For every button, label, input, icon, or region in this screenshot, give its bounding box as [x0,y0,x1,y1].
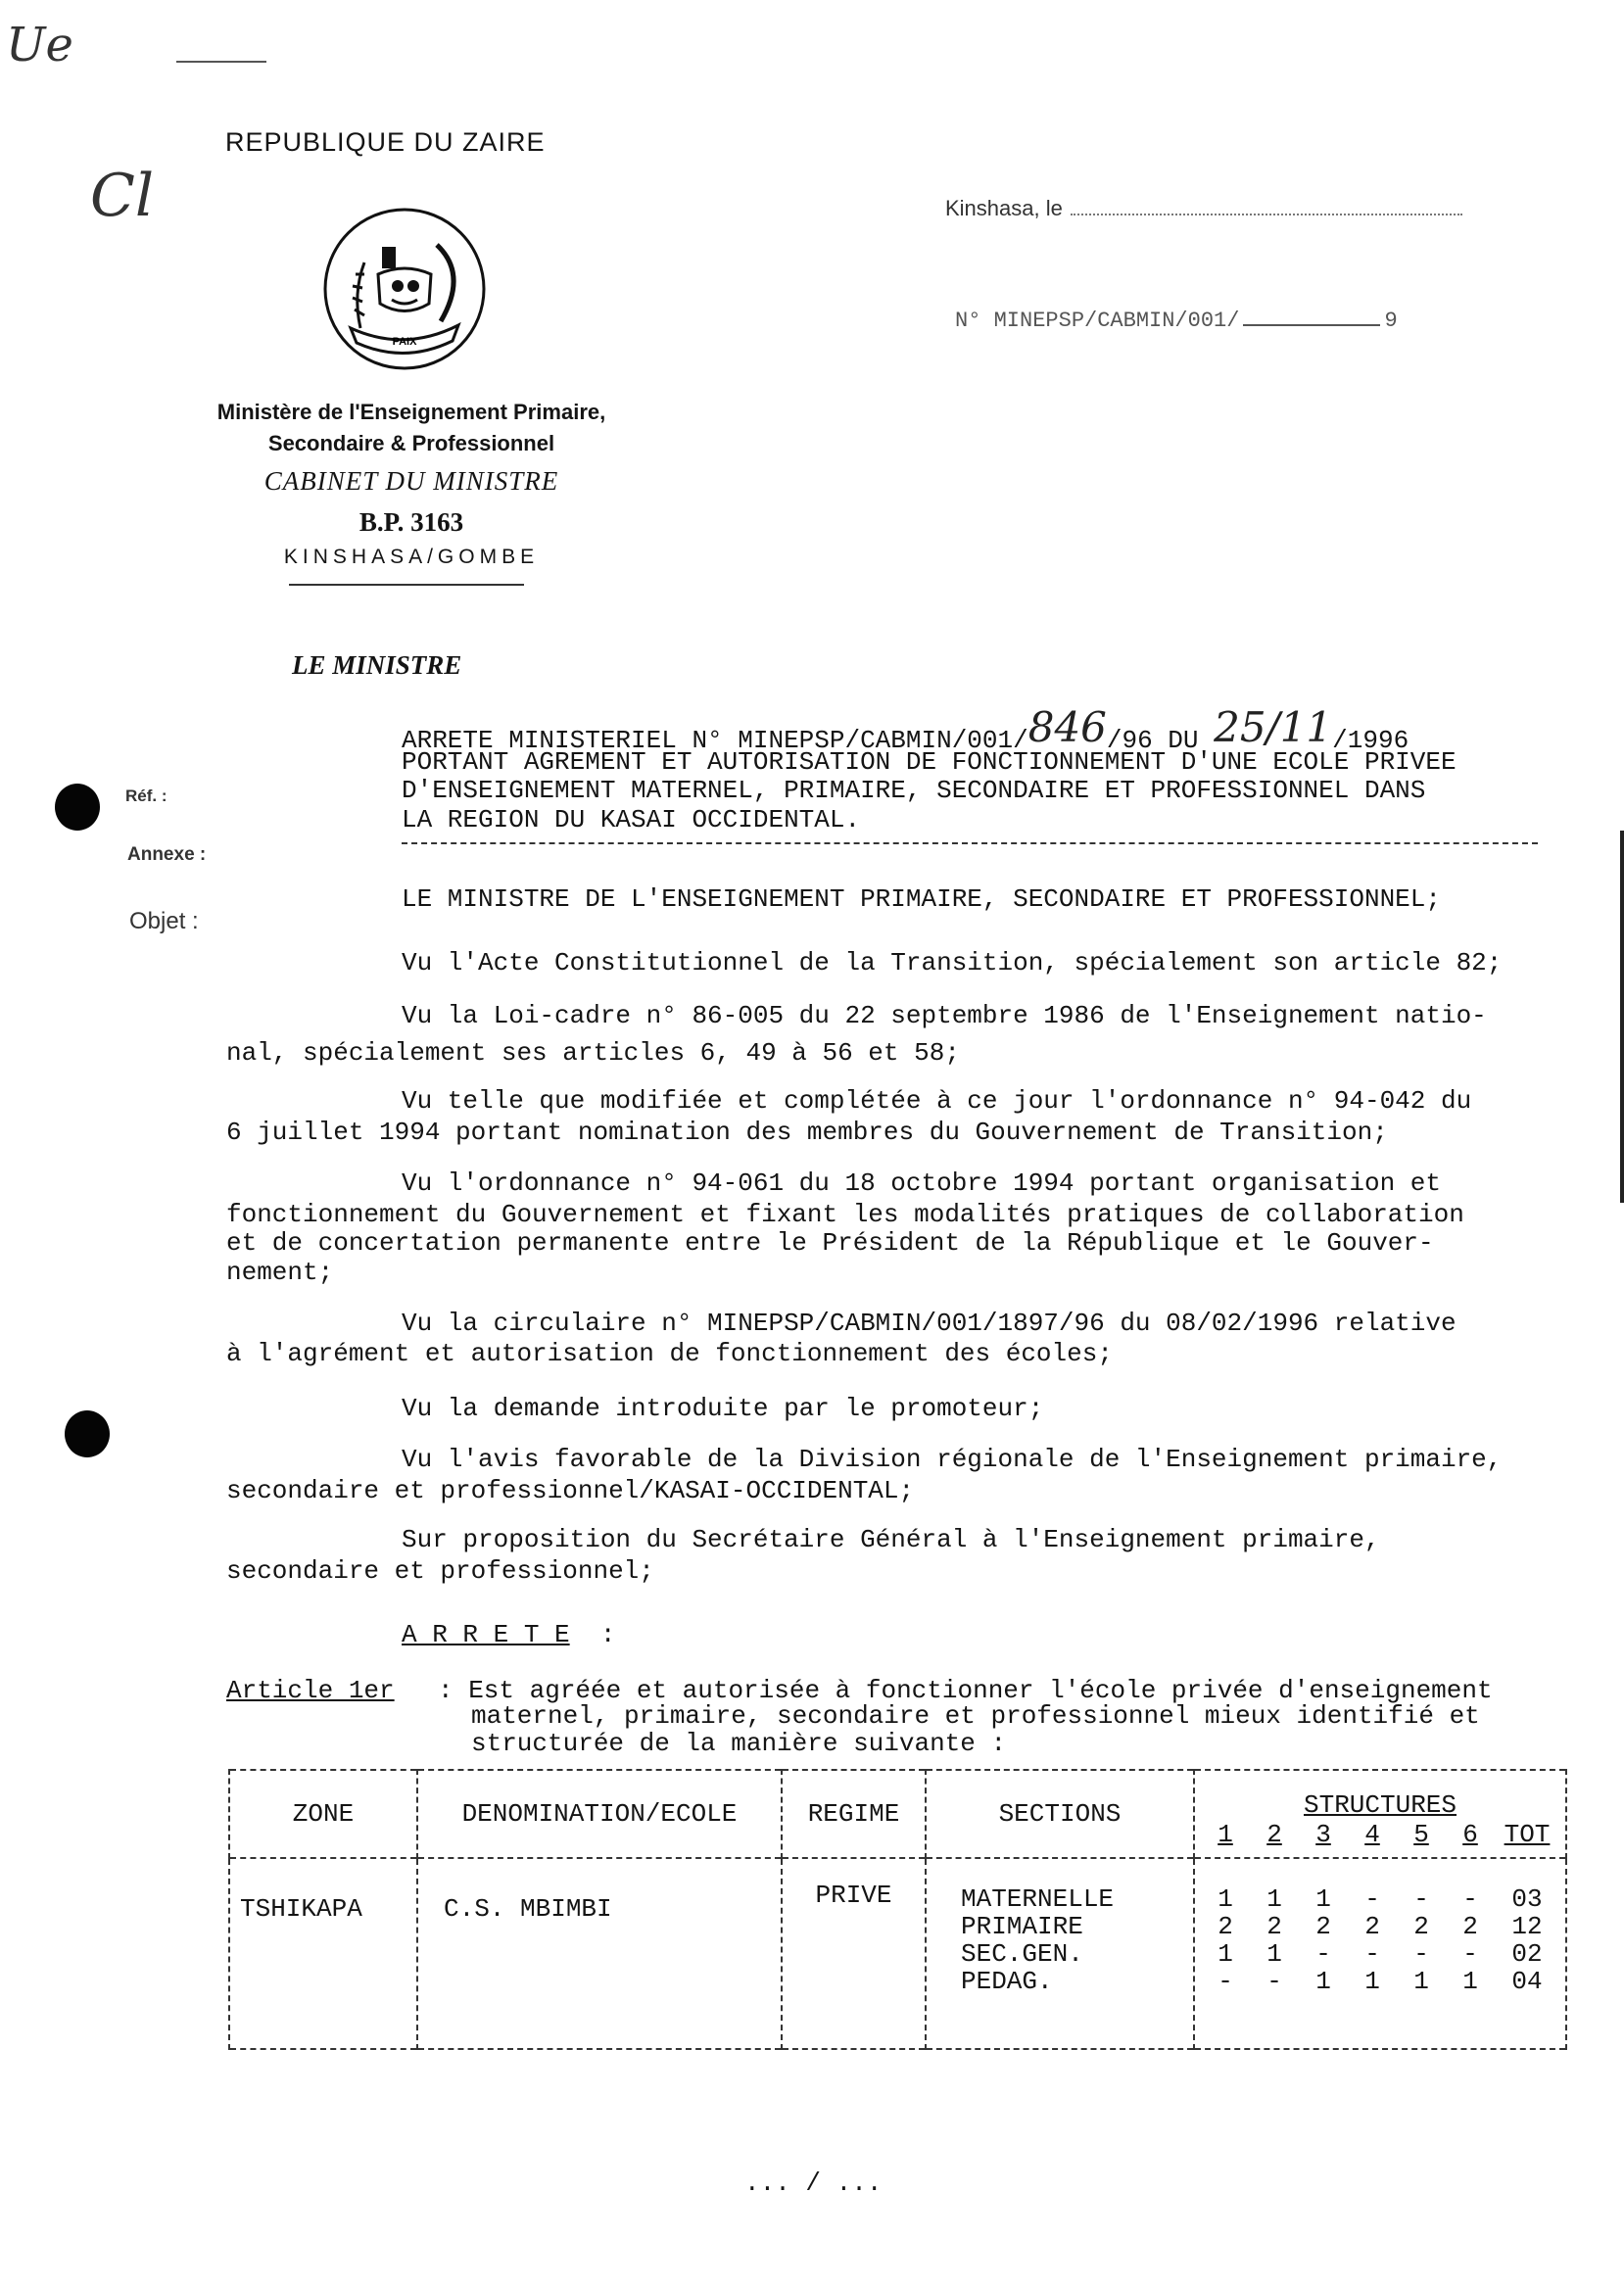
considerant-6: Vu la demande introduite par le promoteur; [402,1394,1044,1423]
reference-suffix: 9 [1384,309,1398,333]
date-blank [1071,214,1462,215]
ministry-name [137,397,686,459]
considerant-4d: nement; [226,1258,334,1287]
structure-value: 1 [1266,1884,1282,1914]
object-label: Objet : [129,908,199,934]
structure-value: - [1364,1884,1380,1914]
cell-sections [926,1858,1194,2049]
cell-denomination-text: C.S. MBIMBI [444,1894,612,1924]
structure-value: 2 [1218,1912,1233,1941]
reference-blank [1243,324,1380,326]
structure-value: 1 [1462,1967,1478,1996]
article-text-1: : Est agréée et autorisée à fonctionner l'école privée d'enseignement [438,1676,1493,1705]
considerant-7b: secondaire et professionnel/KASAI-OCCIDENTAL; [226,1476,915,1505]
cell-regime: PRIVE [782,1858,926,2049]
minister-line: LE MINISTRE DE L'ENSEIGNEMENT PRIMAIRE, SECONDAIRE ET PROFESSIONNEL; [402,884,1441,914]
structure-value: 1 [1315,1884,1331,1914]
structure-value: - [1413,1939,1429,1969]
city-district: KINSHASA/GOMBE [283,546,540,568]
cell-structures [1194,1858,1566,2049]
structure-value: 1 [1364,1967,1380,1996]
po-box: B.P. 3163 [358,507,464,537]
header-sections: SECTIONS [926,1770,1194,1858]
table-row [229,1858,1566,2049]
structures-title: STRUCTURES [1303,1790,1457,1820]
structure-value: - [1364,1939,1380,1969]
header-structures [1194,1770,1566,1858]
structure-col-6: 6 [1462,1820,1478,1849]
national-seal [321,206,488,372]
header-denomination: DENOMINATION/ECOLE [417,1770,782,1858]
structure-row-sec-gen [1195,1939,1565,1967]
binder-hole-top [55,784,100,831]
article-text-3: structurée de la manière suivante : [471,1729,1007,1758]
table-header-row [229,1770,1566,1858]
structure-row-maternelle [1195,1884,1565,1912]
structure-total: 12 [1511,1912,1543,1941]
structure-col-total: TOT [1504,1820,1551,1849]
seal-motto: PAIX [392,336,417,348]
cell-zone: TSHIKAPA [229,1858,417,2049]
structure-value: - [1218,1967,1233,1996]
structure-value: - [1315,1939,1331,1969]
structure-value: 2 [1266,1912,1282,1941]
binder-hole-bottom [65,1410,110,1457]
structure-value: 2 [1364,1912,1380,1941]
structure-col-4: 4 [1364,1820,1380,1849]
structure-col-3: 3 [1315,1820,1331,1849]
header-divider [289,584,524,586]
considerant-2a: Vu la Loi-cadre n° 86-005 du 22 septembre 1986 de l'Enseignement natio- [402,1001,1487,1030]
structure-total: 03 [1511,1884,1543,1914]
structure-total: 02 [1511,1939,1543,1969]
considerant-7a: Vu l'avis favorable de la Division régionale de l'Enseignement primaire, [402,1445,1503,1474]
structure-value: - [1266,1967,1282,1996]
proposal-b: secondaire et professionnel; [226,1556,654,1586]
reference-prefix: N° MINEPSP/CABMIN/001/ [955,309,1240,333]
continuation-marker: ... / ... [744,2169,883,2198]
ministry-line-2: Secondaire & Professionnel [267,431,555,455]
considerant-5a: Vu la circulaire n° MINEPSP/CABMIN/001/1897/96 du 08/02/1996 relative [402,1309,1457,1338]
cabinet-line: CABINET DU MINISTRE [263,466,559,496]
section-name: PEDAG. [961,1967,1053,1996]
article-text-2: maternel, primaire, secondaire et professionnel mieux identifié et [471,1701,1480,1731]
arrete-colon: : [599,1620,616,1649]
annex-label: Annexe : [127,844,207,865]
header-zone: ZONE [229,1770,417,1858]
structure-col-5: 5 [1413,1820,1429,1849]
decree-date: 25/11 [1214,703,1333,751]
structure-value: 1 [1218,1939,1233,1969]
structure-value: 2 [1462,1912,1478,1941]
considerant-5b: à l'agrément et autorisation de fonctionnement des écoles; [226,1339,1113,1368]
structure-value: - [1462,1939,1478,1969]
structure-columns [1195,1820,1565,1849]
structure-value: 1 [1266,1939,1282,1969]
decree-title-prefix: ARRETE MINISTERIEL N° MINEPSP/CABMIN/001/ [402,726,1028,755]
section-name: PRIMAIRE [961,1912,1083,1941]
arrete-heading [402,1620,615,1649]
considerant-4b: fonctionnement du Gouvernement et fixant les modalités pratiques de collaboration [226,1200,1464,1229]
structure-value: - [1413,1884,1429,1914]
structure-row-pedag [1195,1967,1565,1994]
city-label: Kinshasa, le [945,196,1063,220]
decree-title-line-3: D'ENSEIGNEMENT MATERNEL, PRIMAIRE, SECONDAIRE ET PROFESSIONNEL DANS [402,776,1426,805]
city-date-line [945,196,1462,221]
minister-heading: LE MINISTRE [292,650,462,680]
section-name: SEC.GEN. [961,1939,1083,1969]
structure-row-primaire [1195,1912,1565,1939]
school-structure-table [228,1769,1567,2050]
decree-title-line-2: PORTANT AGREMENT ET AUTORISATION DE FONCTIONNEMENT D'UNE ECOLE PRIVEE [402,747,1457,777]
proposal-a: Sur proposition du Secrétaire Général à l'Enseignement primaire, [402,1525,1380,1554]
reference-line [955,309,1398,333]
cell-denomination [417,1858,782,2049]
considerant-2b: nal, spécialement ses articles 6, 49 à 56 et 58; [226,1038,960,1068]
considerant-4a: Vu l'ordonnance n° 94-061 du 18 octobre 1994 portant organisation et [402,1168,1441,1198]
header-regime: REGIME [782,1770,926,1858]
decree-number: 846 [1027,703,1107,751]
structure-col-2: 2 [1266,1820,1282,1849]
considerant-3b: 6 juillet 1994 portant nomination des membres du Gouvernement de Transition; [226,1118,1388,1147]
structure-value: 1 [1315,1967,1331,1996]
structure-value: 2 [1315,1912,1331,1941]
section-name: MATERNELLE [961,1884,1115,1914]
structure-total: 04 [1511,1967,1543,1996]
title-divider [402,842,1538,844]
considerant-4c: et de concertation permanente entre le Président de la République et le Gouver- [226,1228,1434,1258]
ministry-line-1: Ministère de l'Enseignement Primaire, [216,400,606,424]
ref-label: Réf. : [125,786,167,805]
structure-col-1: 1 [1218,1820,1233,1849]
structure-value: - [1462,1884,1478,1914]
decree-title-line-4: LA REGION DU KASAI OCCIDENTAL. [402,805,861,834]
article-label: Article 1er [226,1676,395,1705]
pen-stroke [176,61,266,63]
structure-value: 2 [1413,1912,1429,1941]
considerant-1: Vu l'Acte Constitutionnel de la Transition, spécialement son article 82; [402,948,1503,977]
decree-year: /1996 [1332,726,1409,755]
decree-title-mid: /96 DU [1106,726,1215,755]
considerant-3a: Vu telle que modifiée et complétée à ce jour l'ordonnance n° 94-042 du [402,1086,1472,1116]
structure-value: 1 [1218,1884,1233,1914]
republic-heading: REPUBLIQUE DU ZAIRE [225,127,546,157]
structure-value: 1 [1413,1967,1429,1996]
margin-mark [1620,831,1624,1203]
handwritten-mark-top: Ue [6,18,73,72]
arrete-word: A R R E T E [402,1620,570,1649]
handwritten-initials: Cl [90,162,155,230]
